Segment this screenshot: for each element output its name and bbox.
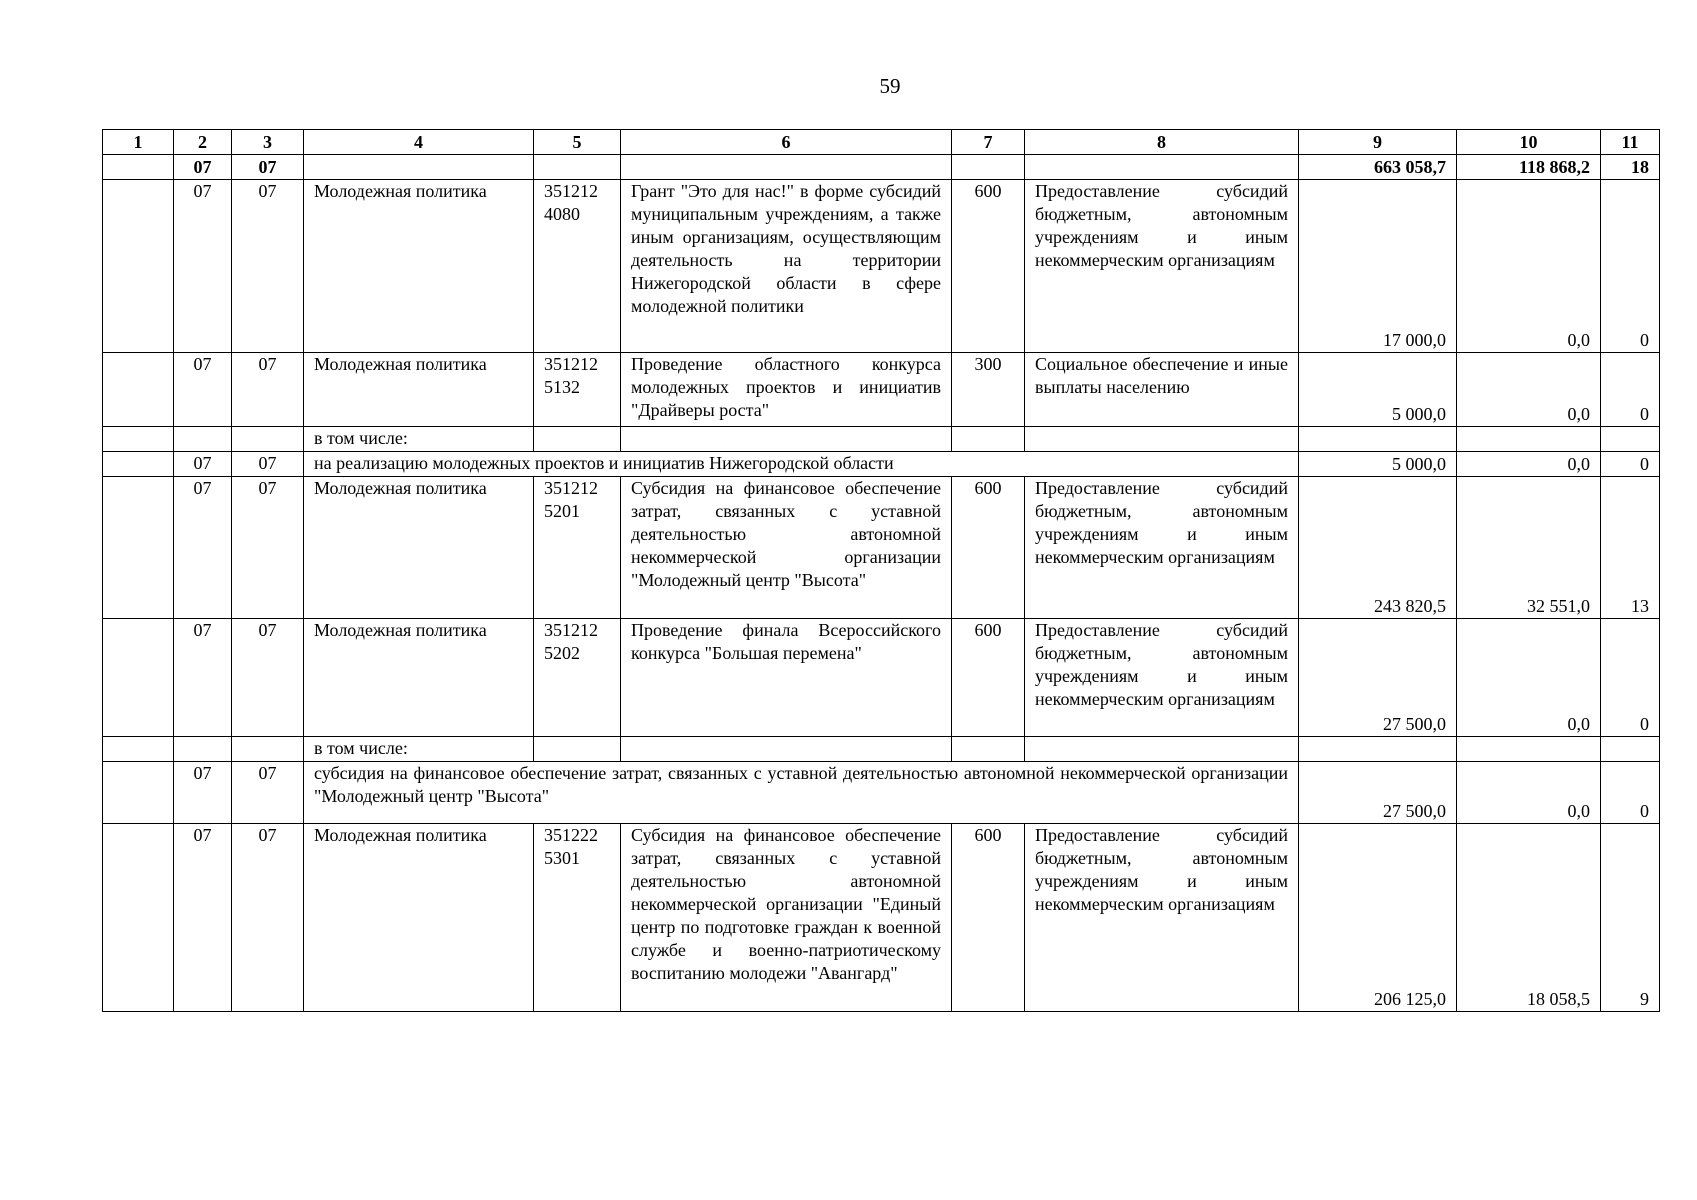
amount: 5 000,0 [1299,353,1457,427]
subsection-code: 07 [232,155,304,180]
expense-type-code: 600 [952,180,1025,353]
subsection-code: 07 [232,477,304,619]
amount-col10: 0,0 [1457,619,1601,737]
amount-col10: 0,0 [1457,353,1601,427]
total-amount: 663 058,7 [1299,155,1457,180]
count: 0 [1601,353,1660,427]
total-amount-col10: 118 868,2 [1457,155,1601,180]
purpose-text: на реализацию молодежных проектов и инициатив Нижегородской области [304,452,1299,477]
measure-description: Проведение областного конкурса молодежных проектов и инициатив "Драйверы роста" [621,353,952,427]
expense-type-code: 600 [952,477,1025,619]
count: 0 [1601,452,1660,477]
amount-col10: 18 058,5 [1457,824,1601,1012]
count: 13 [1601,477,1660,619]
subsection-code: 07 [232,762,304,824]
measure-description: Грант "Это для нас!" в форме субсидий муниципальным учреждениям, а также иным организациям, осуществляющим деятельность на территории Нижегородской области в сфере молодежной политики [621,180,952,353]
amount: 17 000,0 [1299,180,1457,353]
column-header: 10 [1457,130,1601,155]
section-name: Молодежная политика [304,353,534,427]
column-header: 4 [304,130,534,155]
subsection-code: 07 [232,824,304,1012]
including-label: в том числе: [304,737,534,762]
expense-type-name: Предоставление субсидий бюджетным, автономным учреждениям и иным некоммерческим организациям [1025,180,1299,353]
measure-description: Проведение финала Всероссийского конкурса "Большая перемена" [621,619,952,737]
target-code: 351212 5201 [534,477,621,619]
table-row [103,180,1660,353]
expense-type-name: Предоставление субсидий бюджетным, автономным учреждениям и иным некоммерческим организациям [1025,619,1299,737]
column-header: 11 [1601,130,1660,155]
page-number: 59 [879,74,901,98]
including-label: в том числе: [304,427,534,452]
target-code: 351212 4080 [534,180,621,353]
section-code: 07 [174,619,232,737]
amount: 206 125,0 [1299,824,1457,1012]
measure-description: Субсидия на финансовое обеспечение затрат, связанных с уставной деятельностью автономной некоммерческой организации "Молодежный центр "Высота" [621,477,952,619]
expense-type-name: Социальное обеспечение и иные выплаты населению [1025,353,1299,427]
section-name: Молодежная политика [304,477,534,619]
amount: 5 000,0 [1299,452,1457,477]
table-row [103,824,1660,1012]
amount-col10: 0,0 [1457,180,1601,353]
subsection-code: 07 [232,619,304,737]
total-row [103,155,1660,180]
table-row [103,353,1660,427]
column-header: 3 [232,130,304,155]
expense-type-code: 600 [952,619,1025,737]
column-header: 9 [1299,130,1457,155]
header-row [103,130,1660,155]
expense-type-code: 600 [952,824,1025,1012]
section-name: Молодежная политика [304,824,534,1012]
amount: 243 820,5 [1299,477,1457,619]
section-code: 07 [174,155,232,180]
subsection-code: 07 [232,180,304,353]
section-name: Молодежная политика [304,180,534,353]
total-count: 18 [1601,155,1660,180]
budget-table [102,129,1660,1012]
measure-description: Субсидия на финансовое обеспечение затрат, связанных с уставной деятельностью автономной некоммерческой организации "Единый центр по подготовке граждан к военной службе и военно-патриотическому воспитанию молодежи "Авангард" [621,824,952,1012]
table-row [103,762,1660,824]
column-header: 2 [174,130,232,155]
expense-type-name: Предоставление субсидий бюджетным, автономным учреждениям и иным некоммерческим организациям [1025,824,1299,1012]
section-code: 07 [174,477,232,619]
table-row-including [103,737,1660,762]
table-row [103,452,1660,477]
count: 0 [1601,762,1660,824]
subsection-code: 07 [232,353,304,427]
target-code: 351212 5132 [534,353,621,427]
amount-col10: 0,0 [1457,762,1601,824]
amount-col10: 32 551,0 [1457,477,1601,619]
amount: 27 500,0 [1299,619,1457,737]
expense-type-code: 300 [952,353,1025,427]
expense-type-name: Предоставление субсидий бюджетным, автономным учреждениям и иным некоммерческим организациям [1025,477,1299,619]
column-header: 7 [952,130,1025,155]
count: 0 [1601,180,1660,353]
section-code: 07 [174,824,232,1012]
section-name: Молодежная политика [304,619,534,737]
column-header: 1 [103,130,174,155]
column-header: 8 [1025,130,1299,155]
column-header: 6 [621,130,952,155]
count: 0 [1601,619,1660,737]
target-code: 351222 5301 [534,824,621,1012]
target-code: 351212 5202 [534,619,621,737]
count: 9 [1601,824,1660,1012]
table-row [103,619,1660,737]
amount-col10: 0,0 [1457,452,1601,477]
section-code: 07 [174,180,232,353]
purpose-text: субсидия на финансовое обеспечение затрат, связанных с уставной деятельностью автономной некоммерческой организации "Молодежный центр "Высота" [304,762,1299,824]
table-row [103,477,1660,619]
section-code: 07 [174,452,232,477]
subsection-code: 07 [232,452,304,477]
section-code: 07 [174,353,232,427]
table-row-including [103,427,1660,452]
column-header: 5 [534,130,621,155]
amount: 27 500,0 [1299,762,1457,824]
section-code: 07 [174,762,232,824]
